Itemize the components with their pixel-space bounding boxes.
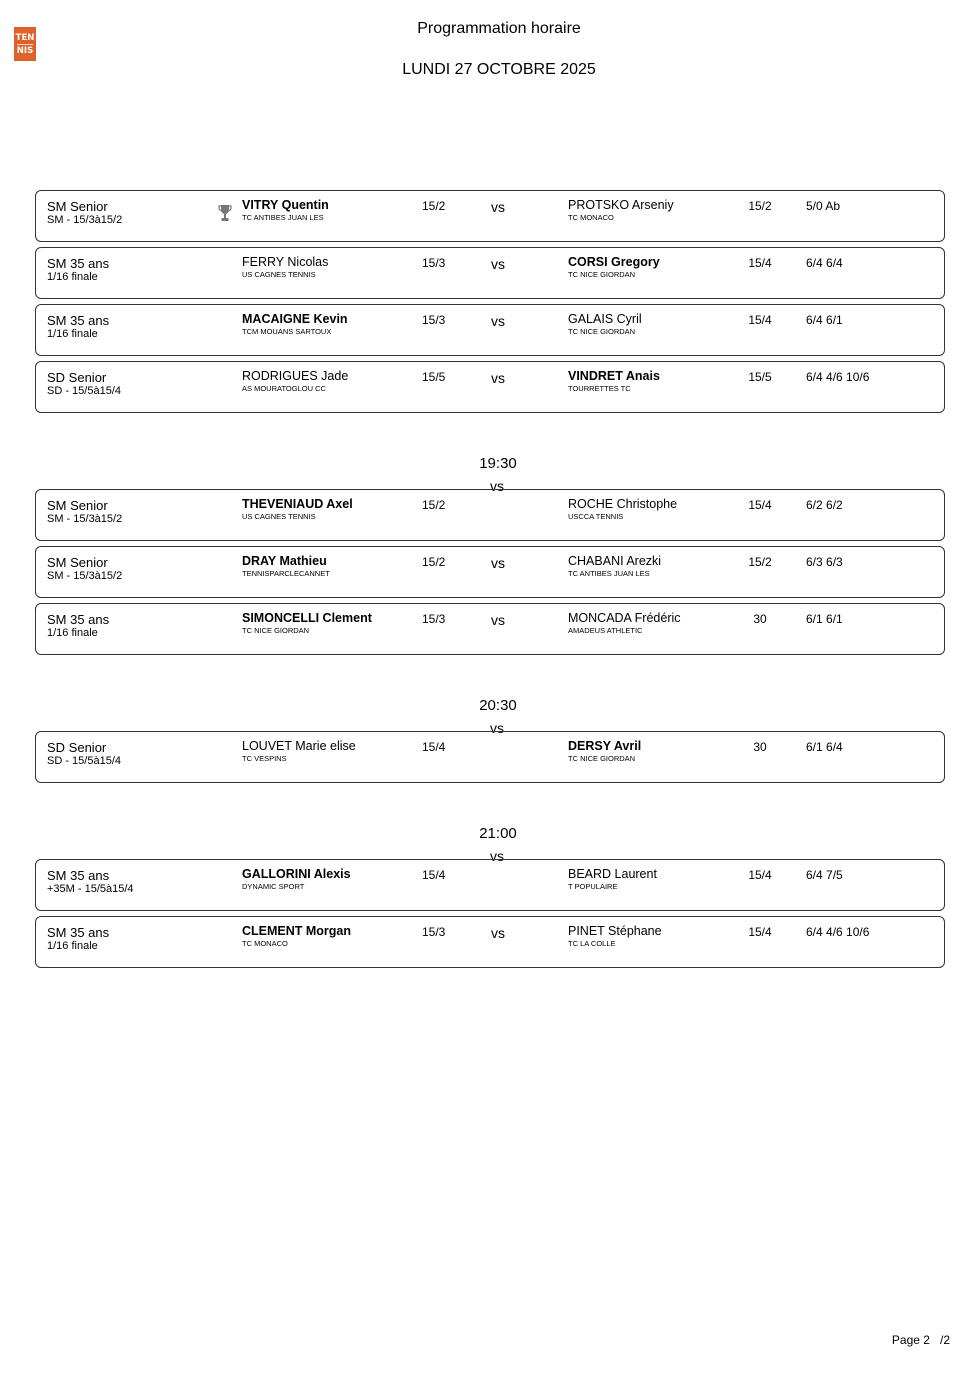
page-title: Programmation horaire — [417, 20, 581, 37]
match-score: 6/4 4/6 10/6 — [806, 925, 870, 939]
match-category: SM 35 ans — [47, 256, 110, 271]
player-2-name: BEARD Laurent — [568, 867, 657, 881]
match-category: SD Senior — [47, 740, 107, 755]
player-1-club: TENNISPARCLECANNET — [242, 569, 330, 578]
player-1-club: TC MONACO — [242, 939, 288, 948]
page-number: Page 2 — [891, 1333, 930, 1347]
match-category: SM Senior — [47, 199, 108, 214]
match-round: SD - 15/5à15/4 — [47, 755, 121, 767]
player-2 — [568, 867, 657, 891]
player-1-name: LOUVET Marie elise — [242, 739, 356, 753]
player-1-club: TC VESPINS — [242, 754, 287, 763]
player-2-club: TOURRETTES TC — [568, 384, 631, 393]
player-1-rank: 15/2 — [422, 555, 446, 569]
match-card — [35, 731, 945, 783]
player-1 — [242, 554, 330, 578]
player-1-name: FERRY Nicolas — [242, 255, 329, 269]
match-round: SM - 15/3à15/2 — [47, 570, 123, 582]
player-2 — [568, 369, 660, 393]
vs-label-slot-2: vs — [490, 720, 504, 736]
player-1-club: TCM MOUANS SARTOUX — [242, 327, 332, 336]
player-2-name: ROCHE Christophe — [568, 497, 678, 511]
logo-divider — [17, 44, 33, 45]
player-1 — [242, 198, 329, 222]
match-category: SM Senior — [47, 498, 108, 513]
player-2-rank: 15/4 — [748, 256, 772, 270]
match-card — [35, 603, 945, 655]
player-2-name: MONCADA Frédéric — [568, 611, 681, 625]
player-1-name: THEVENIAUD Axel — [242, 497, 353, 511]
match-score: 6/4 7/5 — [806, 868, 843, 882]
player-2-name: CHABANI Arezki — [568, 554, 662, 568]
player-2 — [568, 497, 677, 521]
player-2-name: PINET Stéphane — [568, 924, 662, 938]
player-2 — [568, 198, 674, 222]
time-slot-3: 21:00 — [479, 825, 517, 842]
match-score: 6/1 6/1 — [806, 612, 843, 626]
player-1 — [242, 369, 348, 393]
vs-label-slot-3: vs — [490, 848, 504, 864]
player-2-club: TC MONACO — [568, 213, 614, 222]
match-score: 6/2 6/2 — [806, 498, 843, 512]
player-2-rank: 15/5 — [748, 370, 772, 384]
match-card — [35, 489, 945, 541]
player-1 — [242, 611, 372, 635]
match-card — [35, 304, 945, 356]
match-round: SD - 15/5à15/4 — [47, 385, 121, 397]
match-score: 6/4 6/4 — [806, 256, 843, 270]
match-category: SM 35 ans — [47, 925, 110, 940]
player-1 — [242, 867, 351, 891]
player-1-rank: 15/2 — [422, 199, 446, 213]
match-score: 6/4 4/6 10/6 — [806, 370, 870, 384]
match-category: SM 35 ans — [47, 313, 110, 328]
page-date: LUNDI 27 OCTOBRE 2025 — [402, 61, 596, 78]
player-2-club: TC LA COLLE — [568, 939, 616, 948]
player-2-club: TC NICE GIORDAN — [568, 270, 636, 279]
player-1-club: AS MOURATOGLOU CC — [242, 384, 326, 393]
player-1-rank: 15/4 — [422, 868, 446, 882]
match-card — [35, 190, 945, 242]
match-category: SM Senior — [47, 555, 108, 570]
player-1-name: SIMONCELLI Clement — [242, 611, 372, 625]
player-1-name: VITRY Quentin — [242, 198, 329, 212]
vs-label: vs — [491, 199, 505, 215]
player-1 — [242, 255, 328, 279]
player-2-rank: 15/4 — [748, 313, 772, 327]
vs-label: vs — [491, 925, 505, 941]
player-1-club: US CAGNES TENNIS — [242, 512, 316, 521]
player-1-name: GALLORINI Alexis — [242, 867, 351, 881]
player-2-name: CORSI Gregory — [568, 255, 660, 269]
player-2 — [568, 739, 641, 763]
match-score: 6/3 6/3 — [806, 555, 843, 569]
match-round: +35M - 15/5à15/4 — [47, 883, 134, 895]
match-card — [35, 361, 945, 413]
match-score: 6/1 6/4 — [806, 740, 843, 754]
vs-label: vs — [491, 313, 505, 329]
match-card — [35, 247, 945, 299]
player-2-name: GALAIS Cyril — [568, 312, 642, 326]
page-total: /2 — [939, 1333, 950, 1347]
logo-text-bottom: NIS — [16, 45, 34, 56]
match-round: SM - 15/3à15/2 — [47, 513, 123, 525]
player-2-name: VINDRET Anais — [568, 369, 660, 383]
match-round: 1/16 finale — [47, 940, 98, 952]
time-slot-2: 20:30 — [479, 697, 517, 714]
player-2 — [568, 611, 681, 635]
player-2-rank: 15/2 — [748, 199, 772, 213]
player-2-club: T POPULAIRE — [568, 882, 618, 891]
player-2-rank: 15/2 — [748, 555, 772, 569]
player-1-name: CLEMENT Morgan — [242, 924, 352, 938]
player-1-rank: 15/2 — [422, 498, 446, 512]
match-category: SM 35 ans — [47, 612, 110, 627]
player-2-rank: 30 — [753, 612, 767, 626]
player-1-rank: 15/4 — [422, 740, 446, 754]
match-score: 5/0 Ab — [806, 199, 841, 213]
player-1-club: TC NICE GIORDAN — [242, 626, 310, 635]
player-2-rank: 15/4 — [748, 925, 772, 939]
match-round: 1/16 finale — [47, 328, 98, 340]
player-2-club: TC NICE GIORDAN — [568, 754, 636, 763]
player-2 — [568, 924, 662, 948]
vs-label: vs — [491, 370, 505, 386]
player-2-club: AMADEUS ATHLETIC — [568, 626, 643, 635]
player-1 — [242, 739, 356, 763]
vs-label-slot-1: vs — [490, 478, 504, 494]
player-1-name: MACAIGNE Kevin — [242, 312, 348, 326]
player-1 — [242, 924, 351, 948]
player-1 — [242, 497, 353, 521]
match-card — [35, 916, 945, 968]
match-score: 6/4 6/1 — [806, 313, 843, 327]
vs-label: vs — [491, 256, 505, 272]
player-1 — [242, 312, 348, 336]
player-2 — [568, 554, 661, 578]
player-2-club: TC NICE GIORDAN — [568, 327, 636, 336]
player-2 — [568, 255, 660, 279]
player-1-club: TC ANTIBES JUAN LES — [242, 213, 324, 222]
match-category: SD Senior — [47, 370, 107, 385]
player-2-rank: 15/4 — [748, 498, 772, 512]
player-1-club: US CAGNES TENNIS — [242, 270, 316, 279]
player-1-rank: 15/3 — [422, 612, 446, 626]
logo-text-top: TEN — [15, 32, 35, 43]
player-1-club: DYNAMIC SPORT — [242, 882, 305, 891]
trophy-icon — [218, 204, 232, 222]
player-2-rank: 30 — [753, 740, 767, 754]
vs-label: vs — [491, 612, 505, 628]
player-1-name: RODRIGUES Jade — [242, 369, 349, 383]
player-2-name: PROTSKO Arseniy — [568, 198, 674, 212]
player-1-rank: 15/3 — [422, 925, 446, 939]
player-1-rank: 15/5 — [422, 370, 446, 384]
page-footer — [892, 1333, 950, 1347]
match-category: SM 35 ans — [47, 868, 110, 883]
player-1-name: DRAY Mathieu — [242, 554, 327, 568]
vs-label: vs — [491, 555, 505, 571]
player-2 — [568, 312, 642, 336]
match-card — [35, 546, 945, 598]
player-2-rank: 15/4 — [748, 868, 772, 882]
player-2-club: TC ANTIBES JUAN LES — [568, 569, 650, 578]
player-2-name: DERSY Avril — [568, 739, 642, 753]
match-card — [35, 859, 945, 911]
match-round: 1/16 finale — [47, 271, 98, 283]
player-2-club: USCCA TENNIS — [568, 512, 624, 521]
match-round: 1/16 finale — [47, 627, 98, 639]
player-1-rank: 15/3 — [422, 256, 446, 270]
time-slot-1: 19:30 — [479, 455, 517, 472]
match-round: SM - 15/3à15/2 — [47, 214, 123, 226]
player-1-rank: 15/3 — [422, 313, 446, 327]
